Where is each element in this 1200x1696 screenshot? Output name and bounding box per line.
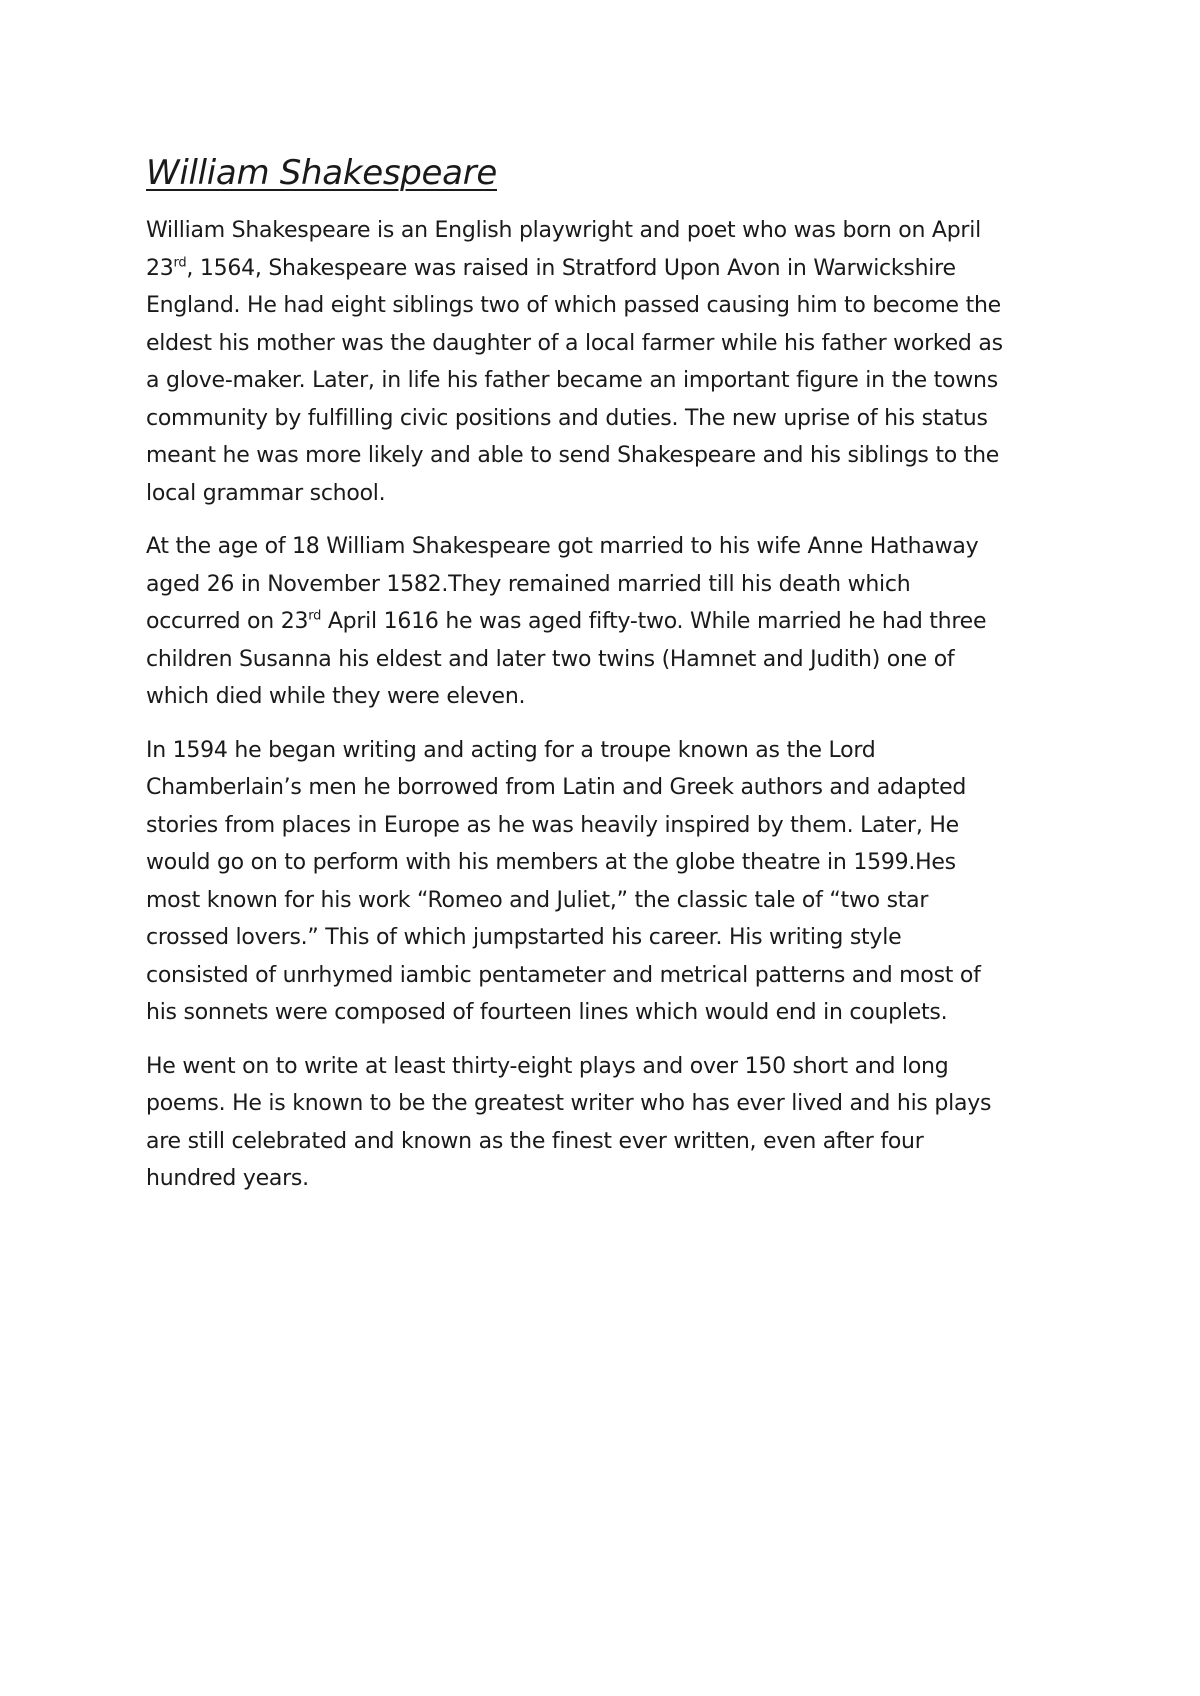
text-line: occurred on 23 [146,609,309,634]
text-line: consisted of unrhymed iambic pentameter and metrical patterns and most of [146,962,981,988]
text-line: would go on to perform with his members at the globe theatre in 1599.Hes [146,850,956,875]
text-line: which died while they were eleven. [146,684,526,709]
text-line: poems. He is known to be the greatest writer who has ever lived and his plays [146,1091,992,1116]
text-line: are still celebrated and known as the finest ever written, even after four [146,1128,924,1154]
paragraph [146,528,1086,716]
text-line: At the age of 18 William Shakespeare got married to his wife Anne Hathaway [146,534,979,559]
ordinal-superscript: rd [173,255,187,271]
text-line-continuation: , 1564, Shakespeare was raised in Stratford Upon Avon in Warwickshire [186,255,956,281]
text-line: most known for his work “Romeo and Juliet,” the classic tale of “two star [146,887,929,913]
paragraph [146,212,1086,512]
document-body [146,150,1086,1214]
text-line-continuation: April 1616 he was aged fifty-two. While married he had three [321,609,987,634]
text-line: 23 [146,255,174,281]
text-line: eldest his mother was the daughter of a local farmer while his father worked as [146,330,1003,356]
text-line: He went on to write at least thirty-eight plays and over 150 short and long [146,1053,949,1079]
text-line: children Susanna his eldest and later two twins (Hamnet and Judith) one of [146,646,955,672]
paragraph [146,732,1086,1032]
document-title: William Shakespeare [146,153,497,193]
text-line: stories from places in Europe as he was heavily inspired by them. Later, He [146,812,959,838]
text-line: England. He had eight siblings two of which passed causing him to become the [146,293,1001,318]
paragraphs-container [146,212,1086,1198]
ordinal-superscript: rd [308,608,322,624]
text-line: Chamberlain’s men he borrowed from Latin and Greek authors and adapted [146,775,967,800]
text-line: hundred years. [146,1166,309,1191]
text-line: local grammar school. [146,480,386,506]
text-line: aged 26 in November 1582.They remained married till his death which [146,571,911,597]
text-line: his sonnets were composed of fourteen lines which would end in couplets. [146,1000,948,1025]
paragraph [146,1048,1086,1198]
text-line: community by fulfilling civic positions and duties. The new uprise of his status [146,405,988,431]
text-line: In 1594 he began writing and acting for a troupe known as the Lord [146,737,876,763]
text-line: a glove-maker. Later, in life his father became an important figure in the towns [146,368,998,393]
text-line: crossed lovers.” This of which jumpstarted his career. His writing style [146,925,902,950]
text-line: William Shakespeare is an English playwright and poet who was born on April [146,218,981,243]
text-line: meant he was more likely and able to send Shakespeare and his siblings to the [146,443,1000,468]
